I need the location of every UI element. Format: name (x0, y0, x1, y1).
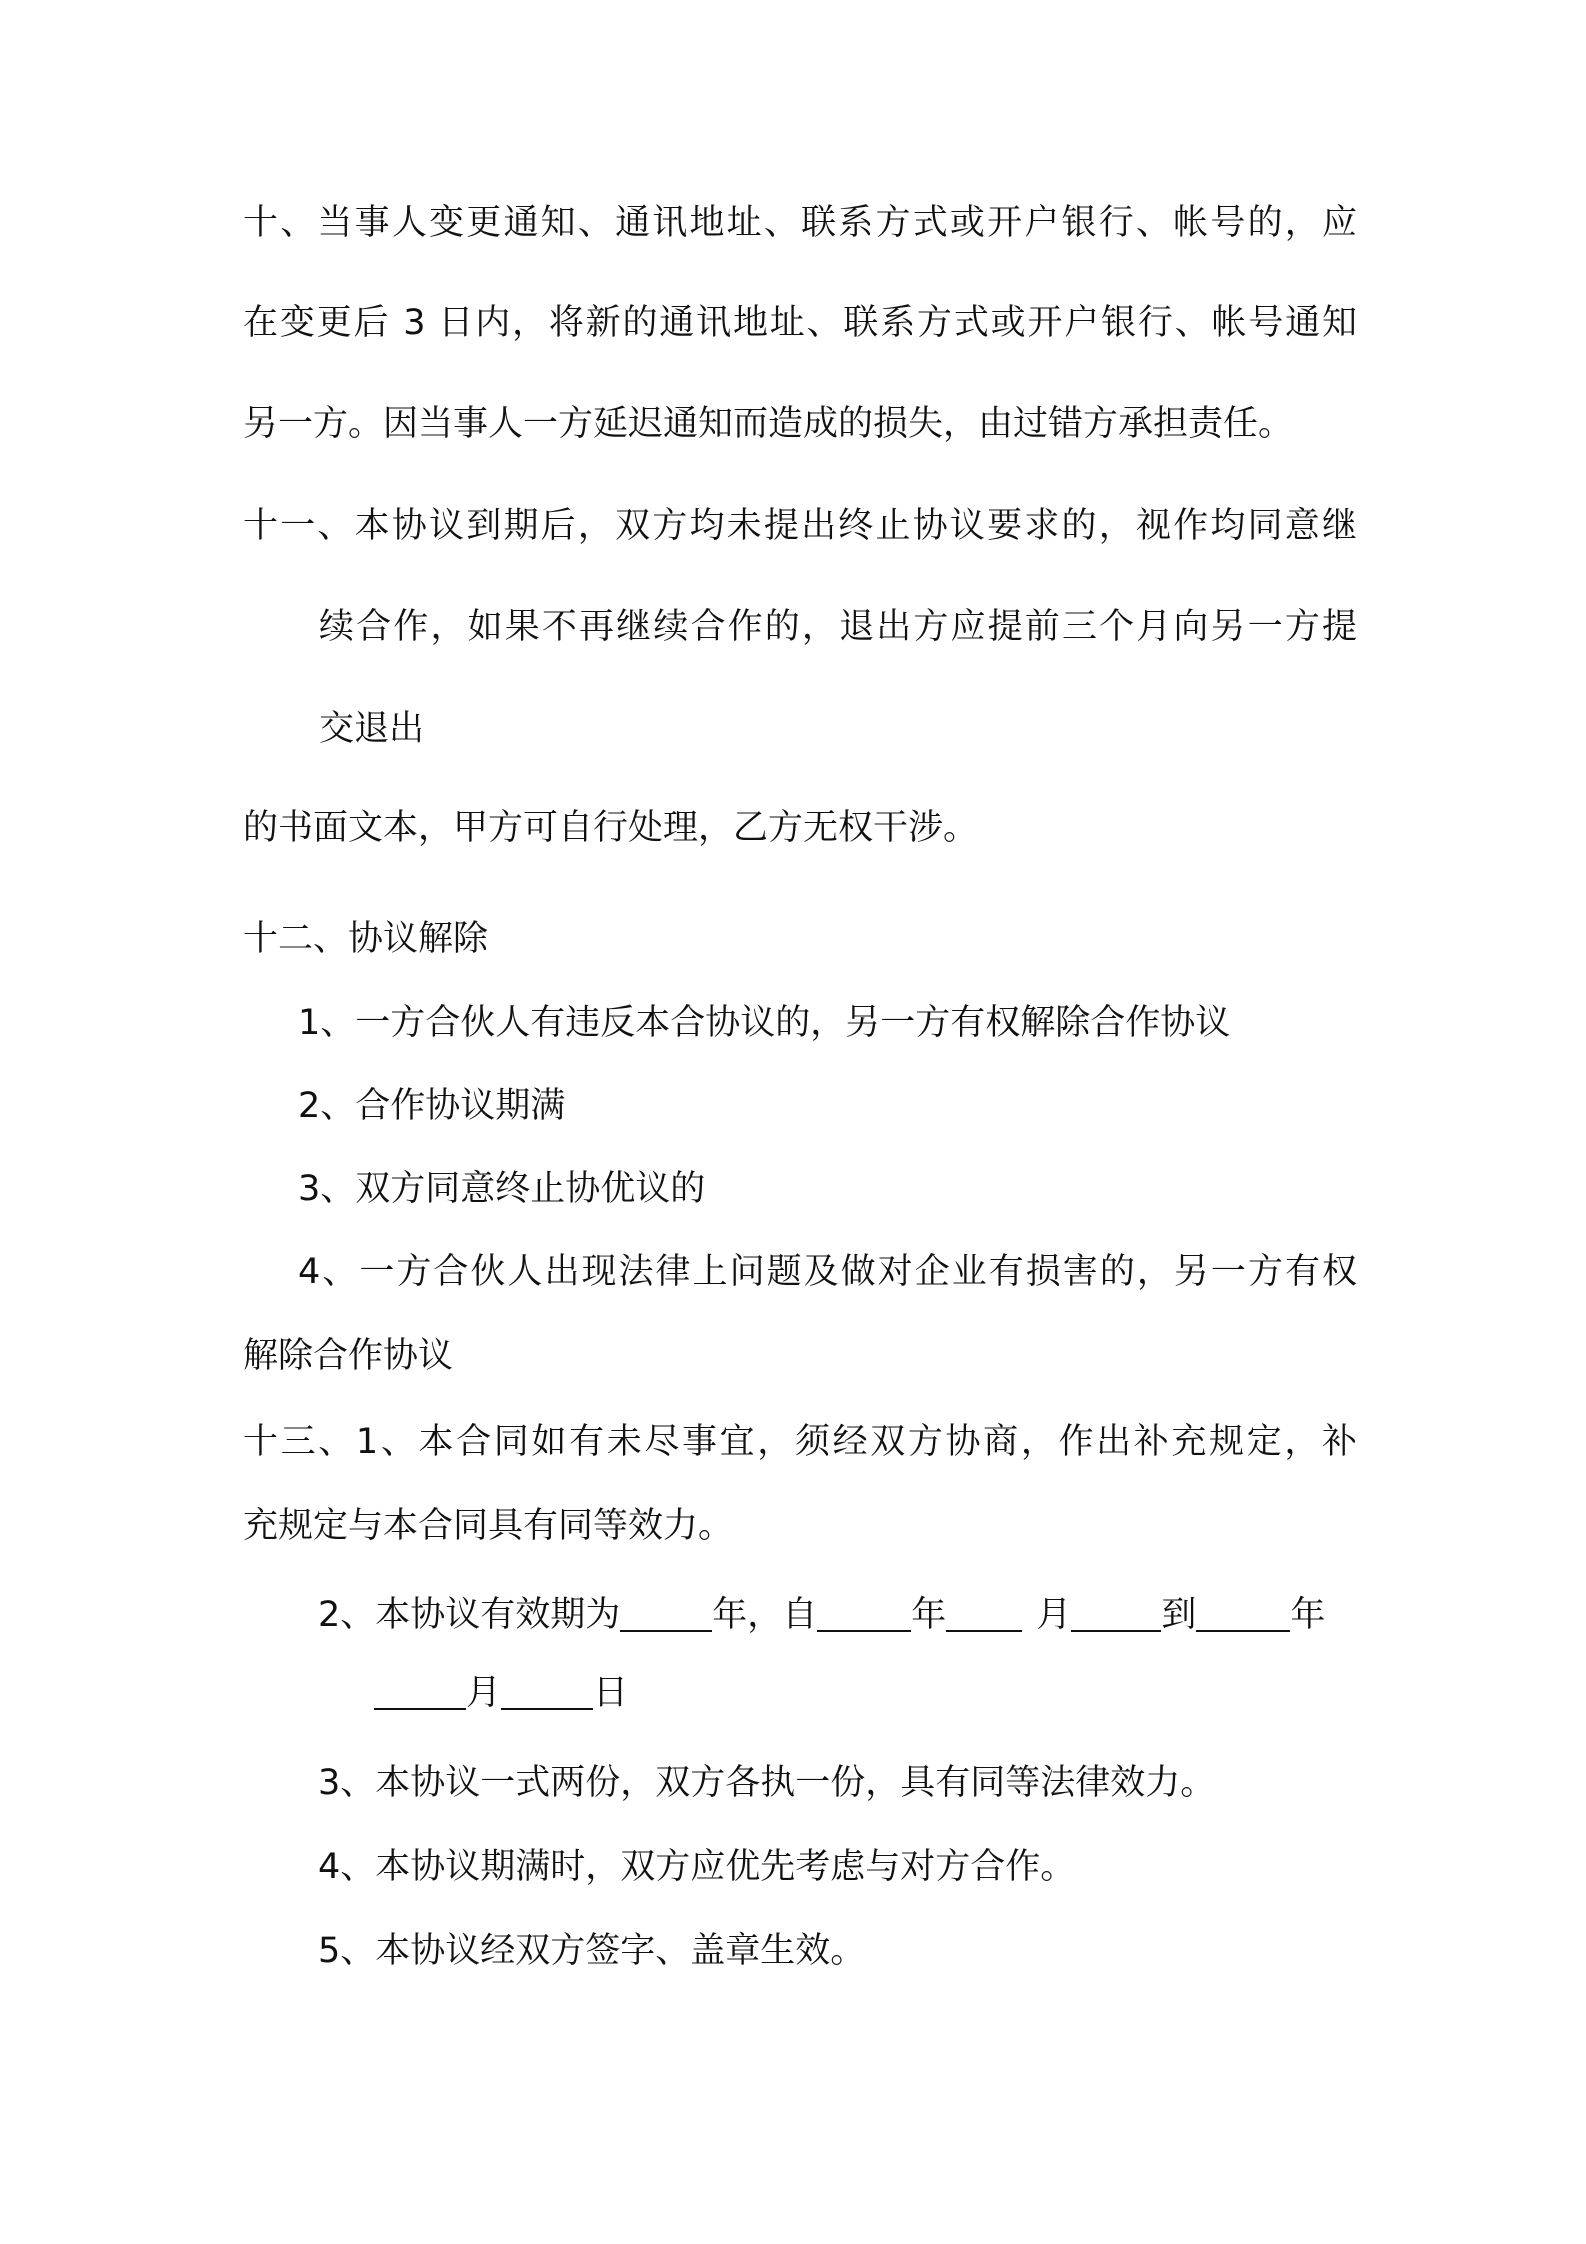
section-11-line-1: 十一、本协议到期后，双方均未提出终止协议要求的，视作均同意继 (243, 506, 1357, 546)
term-year-unit: 年，自 (712, 1595, 818, 1635)
section-12-item-1: 1、一方合伙人有违反本合协议的，另一方有权解除合作协议 (298, 1003, 1231, 1043)
section-11-line-4: 的书面文本，甲方可自行处理，乙方无权干涉。 (243, 808, 979, 848)
end-year-blank[interactable] (1196, 1596, 1290, 1632)
section-10-line-2: 在变更后 3 日内，将新的通讯地址、联系方式或开户银行、帐号通知 (243, 303, 1357, 343)
section-12-item-2: 2、合作协议期满 (298, 1086, 566, 1126)
section-13-item-1-line-2: 充规定与本合同具有同等效力。 (243, 1506, 734, 1546)
start-year-unit: 年 (911, 1595, 947, 1635)
section-13-item-4: 4、本协议期满时，双方应优先考虑与对方合作。 (318, 1847, 1076, 1887)
section-13-item-2-line-1 (318, 1595, 1325, 1635)
end-month-unit: 月 (466, 1673, 502, 1713)
end-day-blank[interactable] (501, 1674, 593, 1710)
validity-prefix: 2、本协议有效期为 (318, 1595, 621, 1635)
start-month-unit: 月 (1036, 1595, 1072, 1635)
start-month-blank[interactable] (946, 1596, 1022, 1632)
section-10-line-1: 十、当事人变更通知、通讯地址、联系方式或开户银行、帐号的，应 (243, 203, 1357, 243)
term-years-blank[interactable] (620, 1596, 712, 1632)
end-year-unit: 年 (1290, 1595, 1326, 1635)
end-day-unit: 日 (593, 1673, 629, 1713)
to-label: 到 (1161, 1595, 1197, 1635)
section-12-item-3: 3、双方同意终止协优议的 (298, 1169, 706, 1209)
section-11-line-3: 交退出 (319, 709, 425, 749)
start-day-blank[interactable] (1071, 1596, 1161, 1632)
end-month-blank[interactable] (374, 1674, 466, 1710)
section-13-item-1-line-1: 十三、1、本合同如有未尽事宜，须经双方协商，作出补充规定，补 (243, 1422, 1357, 1462)
section-12-item-4-line-1: 4、一方合伙人出现法律上问题及做对企业有损害的，另一方有权 (298, 1252, 1357, 1292)
section-10-line-3: 另一方。因当事人一方延迟通知而造成的损失，由过错方承担责任。 (243, 404, 1294, 444)
section-13-item-2-line-2 (374, 1673, 628, 1713)
section-13-item-5: 5、本协议经双方签字、盖章生效。 (318, 1931, 866, 1971)
section-12-item-4-line-2: 解除合作协议 (243, 1336, 454, 1376)
section-11-line-2: 续合作，如果不再继续合作的，退出方应提前三个月向另一方提 (319, 607, 1357, 647)
section-12-title: 十二、协议解除 (243, 919, 489, 959)
start-year-blank[interactable] (817, 1596, 911, 1632)
section-13-item-3: 3、本协议一式两份，双方各执一份，具有同等法律效力。 (318, 1763, 1216, 1803)
